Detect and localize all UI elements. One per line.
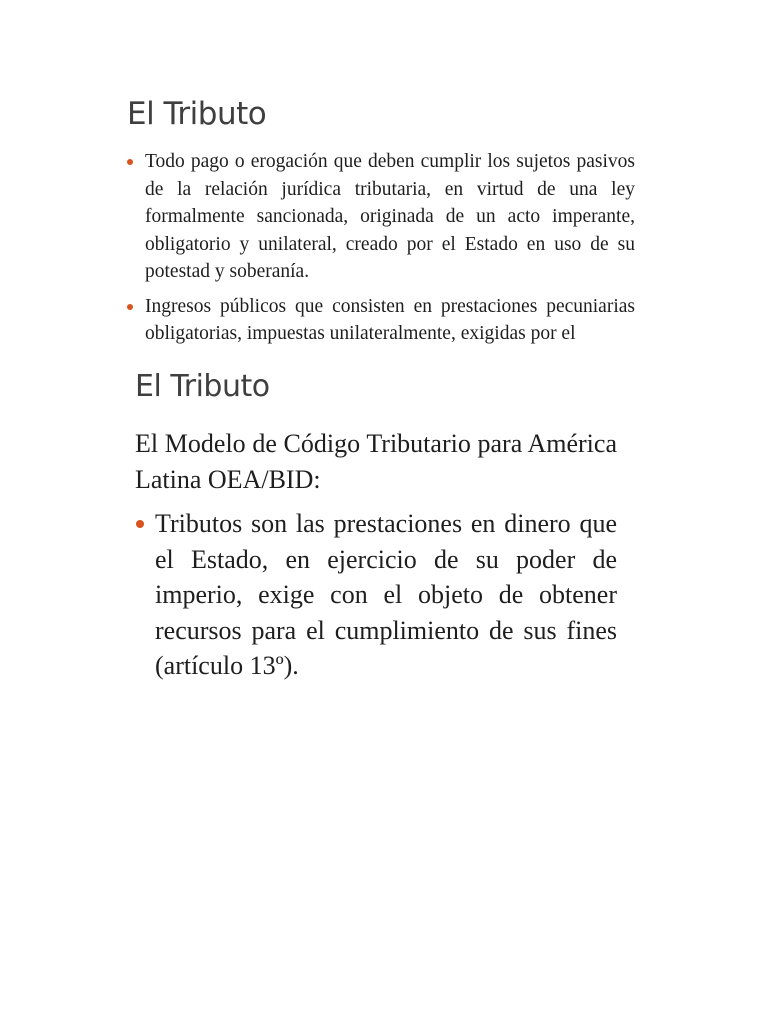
slide-body bbox=[127, 148, 635, 355]
bullet-text: Ingresos públicos que consisten en prestaciones pecuniarias obligatorias, impuestas unilateralmente, exigidas por el bbox=[145, 295, 635, 344]
slide-title: El Tributo bbox=[135, 369, 270, 404]
slide-1 bbox=[0, 92, 768, 344]
bullet-text: Tributos son las prestaciones en dinero que el Estado, en ejercicio de su poder de imperio, exige con el objeto de obtener recursos para el cumplimiento de sus fines (artículo 13º). bbox=[155, 509, 617, 680]
slide-2 bbox=[0, 362, 768, 680]
slide-body bbox=[135, 426, 617, 684]
bullet-item bbox=[135, 506, 617, 684]
bullet-item bbox=[127, 293, 635, 348]
bullet-text: Todo pago o erogación que deben cumplir los sujetos pasivos de la relación jurídica tributaria, en virtud de una ley formalmente sancionada, originada de un acto imperante, obligatorio y unilateral, creado por el Estado en uso de su potestad y soberanía. bbox=[145, 151, 635, 282]
bullet-dot-icon bbox=[127, 304, 133, 310]
bullet-dot-icon bbox=[127, 159, 133, 165]
intro-paragraph: El Modelo de Código Tributario para América Latina OEA/BID: bbox=[135, 429, 617, 494]
slide-title: El Tributo bbox=[127, 96, 267, 132]
bullet-dot-icon bbox=[136, 520, 144, 528]
bullet-item bbox=[127, 148, 635, 286]
